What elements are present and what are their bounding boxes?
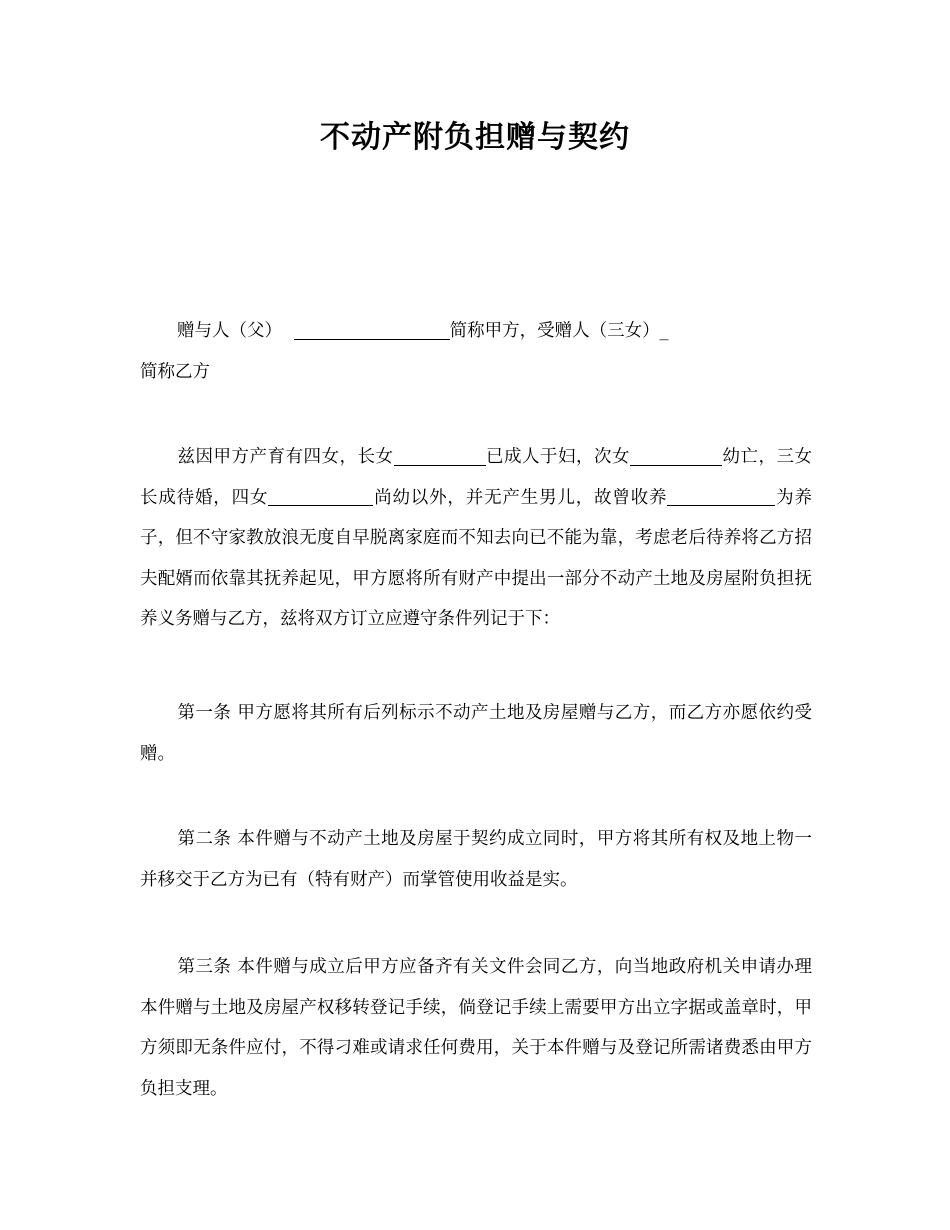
fourth-daughter-blank [268, 487, 373, 506]
preamble-text-2: 已成人于妇，次女 [485, 447, 630, 467]
article-2-text: 第二条 本件赠与不动产土地及房屋于契约成立同时，甲方将其所有权及地上物一并移交于乙方为已有（特有财产）而掌管使用收益是实。 [140, 829, 812, 890]
adopted-son-blank [667, 487, 775, 506]
article-3-text: 第三条 本件赠与成立后甲方应备齐有关文件会同乙方，向当地政府机关申请办理本件赠与土地及房屋产权移转登记手续，倘登记手续上需要甲方出立字据或盖章时，甲方须即无条件应付，不得刁难或请求任何费用，关于本件赠与及登记所需诸费悉由甲方负担支理。 [140, 957, 812, 1099]
party-line-2: 简称乙方 [140, 361, 210, 382]
article-1 [140, 693, 812, 774]
preamble-text-5: 尚幼以外，并无产生男儿，故曾收养 [373, 487, 668, 508]
preamble-text-4: 长成待婚，四女 [140, 487, 269, 508]
donor-name-blank [294, 320, 450, 339]
donor-label: 赠与人（父） [177, 321, 282, 341]
donor-suffix: 简称甲方，受赠人（三女）_ [449, 321, 669, 341]
article-2 [140, 819, 812, 900]
second-daughter-blank [630, 446, 722, 465]
eldest-daughter-blank [394, 446, 486, 465]
article-3 [140, 947, 812, 1109]
article-1-text: 第一条 甲方愿将其所有后列标示不动产土地及房屋赠与乙方，而乙方亦愿依约受赠。 [140, 703, 812, 764]
preamble-text-3: 幼亡，三女 [722, 447, 812, 467]
document-title: 不动产附负担赠与契约 [320, 120, 630, 155]
preamble-text-6: 为养子，但不守家教放浪无度自早脱离家庭而不知去向已不能为靠，考虑老后待养将乙方招夫配婿而依靠其抚养起见，甲方愿将所有财产中提出一部分不动产土地及房屋附负担抚养义务赠与乙方，兹将双方订立应遵守条件列记于下： [140, 487, 813, 629]
party-paragraph [140, 311, 812, 392]
preamble-text-1: 兹因甲方产育有四女，长女 [177, 447, 394, 467]
preamble-paragraph [140, 437, 812, 640]
